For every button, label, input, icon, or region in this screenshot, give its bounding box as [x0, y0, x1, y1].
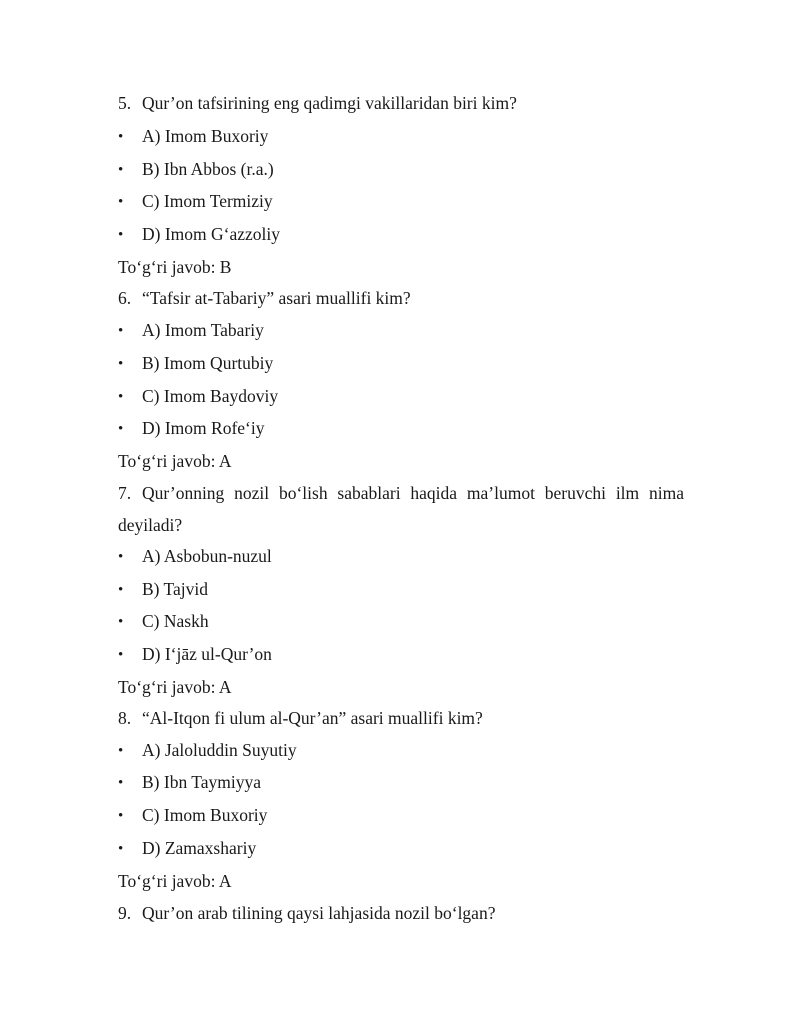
question-5 — [118, 92, 517, 114]
option-item — [118, 804, 267, 828]
option-text: D) Imom G‘azzoliy — [142, 224, 281, 244]
answer-line: To‘g‘ri javob: A — [118, 451, 232, 471]
question-7 — [118, 482, 684, 504]
question-number: 6. — [118, 288, 132, 308]
answer-line: To‘g‘ri javob: A — [118, 677, 232, 697]
question-text-continued: deyiladi? — [118, 515, 183, 535]
option-item — [118, 352, 273, 376]
option-item — [118, 643, 272, 667]
option-item — [118, 739, 297, 763]
option-item — [118, 578, 208, 602]
option-item — [118, 223, 280, 247]
bullet-icon: • — [118, 194, 124, 210]
question-number: 5. — [118, 93, 132, 113]
option-text: A) Jaloluddin Suyutiy — [142, 740, 297, 760]
option-text: B) Tajvid — [142, 579, 209, 599]
option-text: D) Imom Rofe‘iy — [142, 418, 265, 438]
option-text: D) Zamaxshariy — [142, 838, 257, 858]
bullet-icon: • — [118, 743, 124, 759]
bullet-icon: • — [118, 129, 124, 145]
question-number: 8. — [118, 708, 132, 728]
question-text: Qur’onning nozil bo‘lish sabablari haqida ma’lumot beruvchi ilm nima — [142, 483, 684, 503]
option-item — [118, 417, 264, 441]
option-text: A) Asbobun-nuzul — [142, 546, 272, 566]
bullet-icon: • — [118, 549, 124, 565]
bullet-icon: • — [118, 614, 124, 630]
question-9 — [118, 902, 495, 924]
option-text: B) Ibn Taymiyya — [142, 772, 261, 792]
option-item — [118, 190, 273, 214]
bullet-icon: • — [118, 389, 124, 405]
answer-line: To‘g‘ri javob: B — [118, 257, 232, 277]
option-text: C) Imom Baydoviy — [142, 386, 279, 406]
bullet-icon: • — [118, 162, 124, 178]
option-text: A) Imom Buxoriy — [142, 126, 269, 146]
question-text: Qur’on tafsirining eng qadimgi vakillaridan biri kim? — [142, 93, 517, 113]
option-text: D) I‘jāz ul-Qur’on — [142, 644, 272, 664]
option-text: C) Naskh — [142, 611, 209, 631]
answer-line: To‘g‘ri javob: A — [118, 871, 232, 891]
bullet-icon: • — [118, 582, 124, 598]
option-text: B) Imom Qurtubiy — [142, 353, 274, 373]
bullet-icon: • — [118, 227, 124, 243]
question-6 — [118, 287, 411, 309]
bullet-icon: • — [118, 808, 124, 824]
option-item — [118, 385, 278, 409]
bullet-icon: • — [118, 775, 124, 791]
option-item — [118, 837, 256, 861]
option-item — [118, 158, 274, 182]
bullet-icon: • — [118, 356, 124, 372]
question-text: “Al-Itqon fi ulum al-Qur’an” asari muallifi kim? — [142, 708, 483, 728]
bullet-icon: • — [118, 841, 124, 857]
question-number: 9. — [118, 903, 132, 923]
option-item — [118, 771, 261, 795]
option-item — [118, 125, 268, 149]
option-text: C) Imom Buxoriy — [142, 805, 268, 825]
option-item — [118, 610, 209, 634]
bullet-icon: • — [118, 421, 124, 437]
option-text: A) Imom Tabariy — [142, 320, 264, 340]
option-item — [118, 319, 264, 343]
question-text: “Tafsir at-Tabariy” asari muallifi kim? — [142, 288, 411, 308]
option-text: C) Imom Termiziy — [142, 191, 273, 211]
bullet-icon: • — [118, 647, 124, 663]
question-number: 7. — [118, 483, 132, 503]
question-text: Qur’on arab tilining qaysi lahjasida nozil bo‘lgan? — [142, 903, 496, 923]
option-item — [118, 545, 272, 569]
option-text: B) Ibn Abbos (r.a.) — [142, 159, 274, 179]
bullet-icon: • — [118, 323, 124, 339]
question-8 — [118, 707, 483, 729]
